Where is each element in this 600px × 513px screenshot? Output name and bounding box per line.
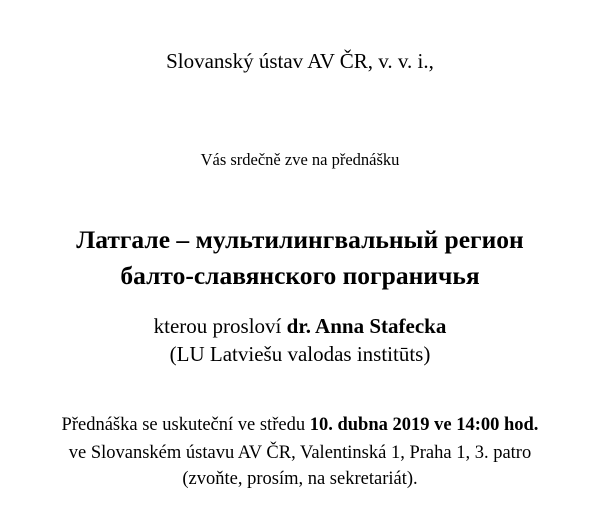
speaker-affiliation: (LU Latviešu valodas institūts): [169, 342, 431, 366]
invitation-text: Vás srdečně zve na přednášku: [200, 150, 400, 169]
lecture-title-line-1: Латгале – мультилингвальный регион: [76, 225, 524, 254]
datetime-value: 10. dubna 2019 ve 14:00 hod.: [309, 415, 539, 435]
datetime-prefix: Přednáška se uskuteční ve středu: [61, 415, 310, 435]
speaker-intro: kterou prosloví: [153, 314, 287, 338]
lecture-title: [0, 222, 600, 294]
lecture-venue: ve Slovanském ústavu AV ČR, Valentinská 1, Praha 1, 3. patro: [68, 443, 532, 463]
lecture-title-line-2: балто-славянского пограничья: [120, 261, 480, 290]
speaker-line: [0, 314, 600, 338]
venue-note: (zvoňte, prosím, na sekretariát).: [182, 469, 418, 489]
organization-name: Slovanský ústav AV ČR, v. v. i.,: [166, 49, 434, 73]
lecture-datetime: [0, 414, 600, 436]
speaker-name: dr. Anna Stafecka: [286, 314, 447, 338]
